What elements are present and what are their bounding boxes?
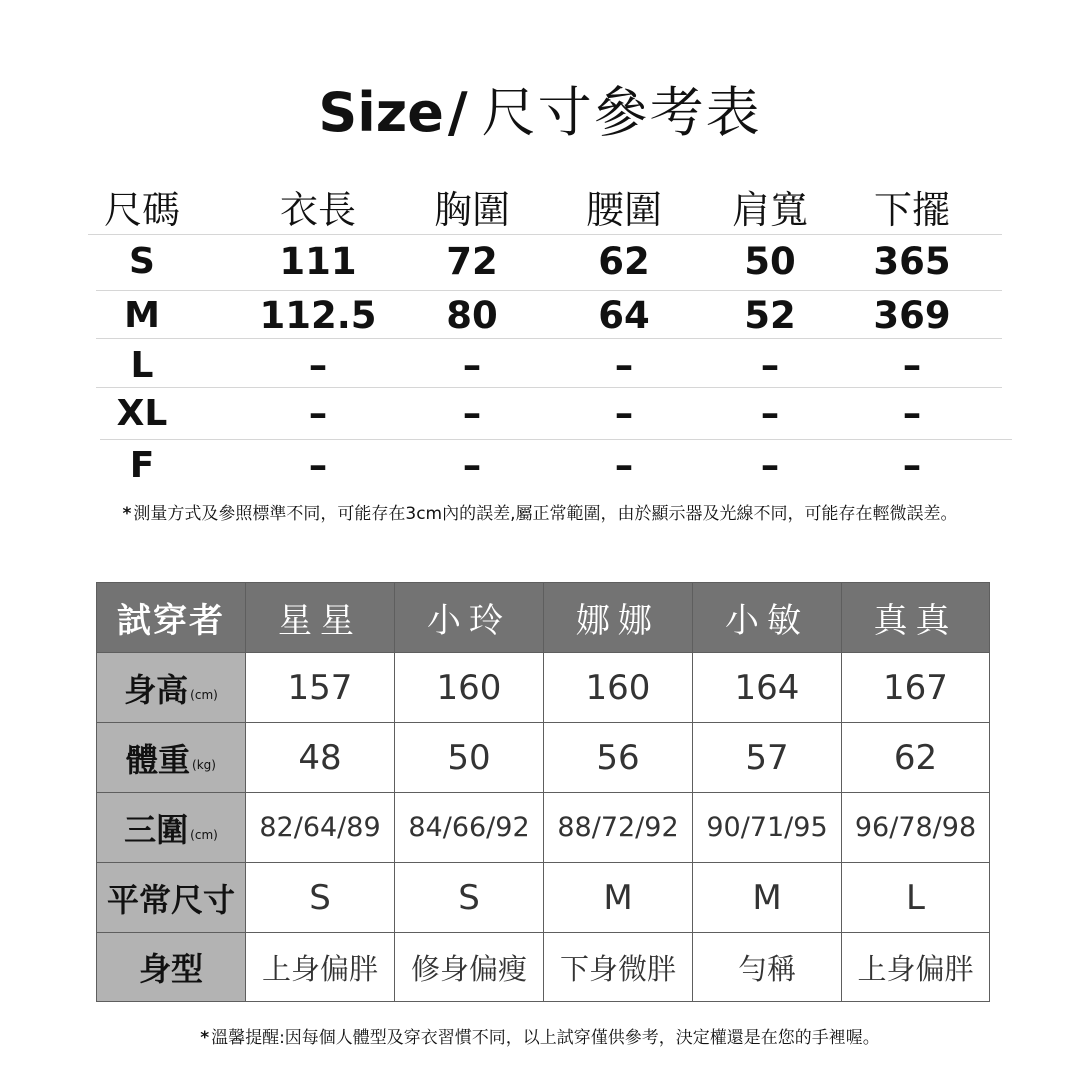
measurement-value-cell: 157	[246, 653, 395, 723]
size-value-cell: –	[614, 444, 634, 487]
model-name-header: 真真	[842, 583, 989, 653]
size-value-cell: –	[902, 392, 922, 435]
row-unit-text: (cm)	[190, 688, 218, 702]
model-name-header: 娜娜	[544, 583, 693, 653]
size-label-cell: F	[129, 445, 155, 486]
row-label-text: 身高	[124, 670, 189, 709]
size-value-cell: –	[462, 444, 482, 487]
try-on-table	[96, 582, 990, 1002]
measurement-value-cell: 88/72/92	[544, 793, 693, 863]
row-label-cell	[97, 653, 246, 723]
row-label-text: 三圍	[124, 810, 189, 849]
measurement-value-cell: 上身偏胖	[842, 933, 989, 1001]
size-value-cell: –	[902, 444, 922, 487]
title-english: Size	[318, 81, 444, 144]
size-value-cell: –	[760, 392, 780, 435]
size-value-cell: 369	[873, 294, 951, 337]
size-value-cell: 80	[446, 294, 498, 337]
size-value-cell: –	[462, 344, 482, 387]
size-label-cell: M	[124, 295, 160, 336]
size-row-divider	[96, 290, 1002, 291]
model-name-header: 星星	[246, 583, 395, 653]
measurement-value-cell: 96/78/98	[842, 793, 989, 863]
size-header-cell: 尺碼	[103, 188, 180, 232]
size-label-cell: XL	[116, 393, 168, 434]
row-label-cell	[97, 793, 246, 863]
size-value-cell: –	[308, 444, 328, 487]
size-header-cell: 胸圍	[433, 188, 510, 232]
measurement-value-cell: 90/71/95	[693, 793, 842, 863]
size-header-cell: 腰圍	[585, 188, 662, 232]
size-value-cell: –	[308, 392, 328, 435]
size-label-cell: S	[129, 241, 155, 282]
measurement-value-cell: 修身偏瘦	[395, 933, 544, 1001]
measurement-value-cell: 48	[246, 723, 395, 793]
model-name-header: 小玲	[395, 583, 544, 653]
measurement-value-cell: 上身偏胖	[246, 933, 395, 1001]
measurement-value-cell: 160	[395, 653, 544, 723]
size-value-cell: –	[614, 392, 634, 435]
size-value-cell: 365	[873, 240, 951, 283]
note-asterisk: *	[200, 1028, 210, 1048]
size-value-cell: 62	[598, 240, 650, 283]
size-value-cell: –	[902, 344, 922, 387]
measurement-note	[0, 502, 1080, 526]
measurement-value-cell: 84/66/92	[395, 793, 544, 863]
row-label-cell	[97, 933, 246, 1001]
measurement-value-cell: 下身微胖	[544, 933, 693, 1001]
row-label-text: 體重	[126, 740, 191, 779]
row-label-cell	[97, 863, 246, 933]
size-value-cell: 64	[598, 294, 650, 337]
measurement-value-cell: 50	[395, 723, 544, 793]
size-value-cell: 72	[446, 240, 498, 283]
measurement-value-cell: M	[544, 863, 693, 933]
row-unit-text: (kg)	[192, 758, 216, 772]
try-on-corner-header: 試穿者	[97, 583, 246, 653]
row-unit-text: (cm)	[190, 828, 218, 842]
size-row-divider	[100, 439, 1012, 440]
measurement-value-cell: 167	[842, 653, 989, 723]
size-value-cell: –	[614, 344, 634, 387]
measurement-value-cell: S	[246, 863, 395, 933]
measurement-value-cell: 82/64/89	[246, 793, 395, 863]
size-header-cell: 衣長	[279, 188, 356, 232]
measurement-value-cell: 160	[544, 653, 693, 723]
reminder-note	[0, 1026, 1080, 1050]
size-value-cell: 111	[279, 240, 357, 283]
row-label-cell	[97, 723, 246, 793]
size-value-cell: 50	[744, 240, 796, 283]
size-value-cell: –	[760, 344, 780, 387]
row-label-text: 平常尺寸	[106, 880, 235, 919]
measurement-note-text: 測量方式及參照標準不同，可能存在3cm內的誤差,屬正常範圍，由於顯示器及光線不同，可能存在輕微誤差。	[133, 504, 958, 524]
measurement-value-cell: M	[693, 863, 842, 933]
size-value-cell: –	[308, 344, 328, 387]
size-header-cell: 肩寬	[731, 188, 808, 232]
title-separator: /	[447, 81, 468, 144]
measurement-value-cell: 勻稱	[693, 933, 842, 1001]
size-value-cell: –	[760, 444, 780, 487]
measurement-value-cell: 164	[693, 653, 842, 723]
size-value-cell: 52	[744, 294, 796, 337]
size-row-divider	[88, 234, 1002, 235]
size-chart-table	[0, 0, 1080, 487]
row-label-text: 身型	[138, 950, 203, 988]
note-asterisk: *	[122, 504, 132, 524]
title-chinese: 尺寸參考表	[481, 81, 762, 144]
measurement-value-cell: S	[395, 863, 544, 933]
size-header-cell: 下擺	[873, 188, 950, 232]
measurement-value-cell: 56	[544, 723, 693, 793]
measurement-value-cell: L	[842, 863, 989, 933]
size-value-cell: –	[462, 392, 482, 435]
reminder-note-text: 溫馨提醒:因每個人體型及穿衣習慣不同，以上試穿僅供參考，決定權還是在您的手裡喔。	[211, 1028, 880, 1048]
model-name-header: 小敏	[693, 583, 842, 653]
size-value-cell: 112.5	[259, 294, 377, 337]
size-label-cell: L	[130, 345, 154, 386]
measurement-value-cell: 57	[693, 723, 842, 793]
measurement-value-cell: 62	[842, 723, 989, 793]
